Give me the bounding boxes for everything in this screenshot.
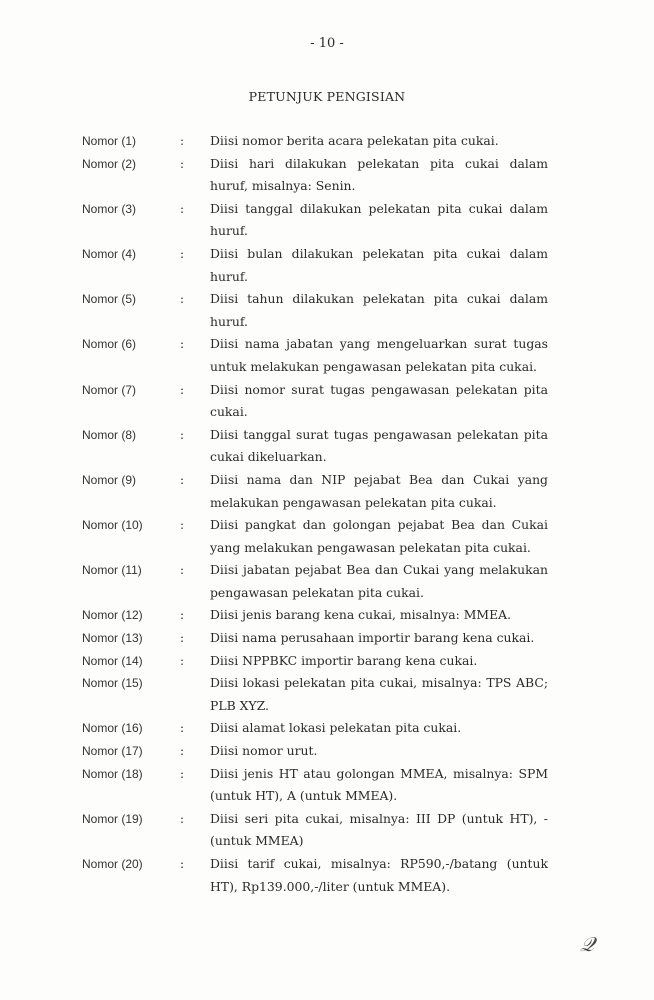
description-line: Diisi pangkat dan golongan pejabat Bea dan Cukai — [210, 517, 548, 533]
row-colon: : — [180, 427, 185, 442]
row-description — [210, 153, 548, 198]
row-description — [210, 763, 548, 808]
row-description — [210, 559, 548, 604]
row-label: Nomor (3) — [82, 201, 137, 216]
description-line: Diisi tahun dilakukan pelekatan pita cukai dalam — [210, 291, 548, 307]
row-description — [210, 604, 548, 627]
row-description — [210, 469, 548, 514]
description-line: Diisi seri pita cukai, misalnya: III DP (untuk HT), - — [210, 810, 548, 826]
instruction-row — [82, 717, 552, 740]
instruction-row — [82, 650, 552, 673]
description-line: huruf, misalnya: Senin. — [210, 178, 356, 194]
instruction-row — [82, 763, 552, 808]
instruction-row — [82, 130, 552, 153]
row-description — [210, 130, 548, 153]
description-line: huruf. — [210, 313, 248, 329]
description-line: Diisi tarif cukai, misalnya: RP590,-/batang (untuk — [210, 856, 548, 871]
description-line: melakukan pengawasan pelekatan pita cukai. — [210, 494, 497, 510]
row-label: Nomor (14) — [82, 653, 143, 668]
description-line: Diisi nomor surat tugas pengawasan pelekatan pita — [210, 381, 548, 397]
row-description — [210, 627, 548, 650]
row-label: Nomor (17) — [82, 744, 143, 759]
row-label: Nomor (19) — [82, 811, 143, 826]
instruction-row — [82, 740, 552, 763]
row-colon: : — [180, 744, 185, 759]
row-description — [210, 740, 548, 763]
row-label: Nomor (13) — [82, 631, 143, 646]
row-colon: : — [180, 134, 185, 148]
row-label: Nomor (9) — [82, 472, 137, 487]
row-colon — [180, 672, 210, 717]
description-line: Diisi hari dilakukan pelekatan pita cukai dalam — [210, 155, 548, 171]
row-colon: : — [180, 811, 185, 826]
row-description — [210, 853, 548, 898]
description-line: Diisi alamat lokasi pelekatan pita cukai. — [210, 720, 462, 736]
row-colon: : — [180, 518, 185, 533]
instruction-row — [82, 379, 552, 424]
instruction-row — [82, 604, 552, 627]
description-line: Diisi nomor urut. — [210, 743, 318, 759]
row-description — [210, 672, 548, 717]
description-line: Diisi bulan dilakukan pelekatan pita cukai dalam — [210, 245, 548, 261]
description-line: (untuk HT), A (untuk MMEA). — [210, 788, 398, 804]
row-colon: : — [180, 156, 185, 171]
row-colon: : — [180, 608, 185, 623]
description-line: cukai dikeluarkan. — [210, 449, 327, 465]
description-line: huruf. — [210, 268, 248, 284]
instruction-row — [82, 424, 552, 469]
description-line: Diisi jenis barang kena cukai, misalnya: MMEA. — [210, 607, 512, 623]
handwritten-initial: 𝒬 — [580, 932, 595, 956]
row-label: Nomor (16) — [82, 721, 143, 736]
description-line: (untuk MMEA) — [210, 833, 304, 849]
row-colon: : — [180, 472, 185, 487]
row-description — [210, 333, 548, 378]
row-description — [210, 243, 548, 288]
description-line: Diisi tanggal surat tugas pengawasan pelekatan pita — [210, 426, 548, 442]
row-colon: : — [180, 721, 185, 736]
row-description — [210, 198, 548, 243]
row-description — [210, 379, 548, 424]
description-line: Diisi lokasi pelekatan pita cukai, misalnya: TPS ABC; — [210, 675, 548, 691]
description-line: untuk melakukan pengawasan pelekatan pita cukai. — [210, 358, 537, 374]
instruction-row — [82, 153, 552, 198]
instruction-row — [82, 627, 552, 650]
instruction-row — [82, 559, 552, 604]
description-line: HT), Rp139.000,-/liter (untuk MMEA). — [210, 878, 451, 894]
description-line: Diisi NPPBKC importir barang kena cukai. — [210, 652, 478, 668]
row-colon: : — [180, 382, 185, 397]
row-label: Nomor (1) — [82, 134, 137, 148]
row-colon: : — [180, 766, 185, 781]
row-label: Nomor (2) — [82, 156, 137, 171]
row-label: Nomor (7) — [82, 382, 137, 397]
row-label: Nomor (6) — [82, 337, 137, 352]
page-number: - 10 - — [310, 36, 344, 51]
instruction-row — [82, 672, 552, 717]
instruction-row — [82, 288, 552, 333]
description-line: Diisi nomor berita acara pelekatan pita cukai. — [210, 133, 499, 148]
instruction-row — [82, 198, 552, 243]
row-colon: : — [180, 631, 185, 646]
row-colon: : — [180, 337, 185, 352]
description-line: Diisi nama perusahaan importir barang kena cukai. — [210, 630, 535, 646]
row-label: Nomor (18) — [82, 766, 143, 781]
instruction-list — [82, 130, 552, 898]
row-colon: : — [180, 653, 185, 668]
description-line: cukai. — [210, 404, 248, 420]
row-label: Nomor (10) — [82, 518, 143, 533]
instruction-row — [82, 853, 552, 898]
description-line: Diisi nama jabatan yang mengeluarkan surat tugas — [210, 336, 548, 352]
row-description — [210, 514, 548, 559]
description-line: Diisi jenis HT atau golongan MMEA, misalnya: SPM — [210, 765, 548, 781]
instruction-row — [82, 808, 552, 853]
row-description — [210, 424, 548, 469]
row-colon: : — [180, 292, 185, 307]
page-title: PETUNJUK PENGISIAN — [248, 89, 406, 104]
instruction-row — [82, 243, 552, 288]
row-colon: : — [180, 246, 185, 261]
row-label: Nomor (20) — [82, 857, 143, 871]
row-label: Nomor (4) — [82, 246, 137, 261]
instruction-row — [82, 333, 552, 378]
row-label: Nomor (5) — [82, 292, 137, 307]
row-description — [210, 288, 548, 333]
instruction-row — [82, 514, 552, 559]
row-description — [210, 650, 548, 673]
row-label: Nomor (15) — [82, 676, 143, 691]
description-line: yang melakukan pengawasan pelekatan pita cukai. — [210, 539, 531, 555]
row-description — [210, 808, 548, 853]
row-label: Nomor (11) — [82, 563, 142, 578]
row-colon: : — [180, 563, 185, 578]
row-colon: : — [180, 201, 185, 216]
description-line: Diisi nama dan NIP pejabat Bea dan Cukai yang — [210, 471, 548, 487]
instruction-row — [82, 469, 552, 514]
row-label: Nomor (12) — [82, 608, 143, 623]
description-line: PLB XYZ. — [210, 697, 269, 713]
description-line: Diisi tanggal dilakukan pelekatan pita cukai dalam — [210, 200, 548, 216]
description-line: huruf. — [210, 223, 248, 239]
row-description — [210, 717, 548, 740]
description-line: Diisi jabatan pejabat Bea dan Cukai yang melakukan — [210, 562, 548, 578]
row-label: Nomor (8) — [82, 427, 137, 442]
row-colon: : — [180, 857, 185, 871]
description-line: pengawasan pelekatan pita cukai. — [210, 584, 424, 600]
